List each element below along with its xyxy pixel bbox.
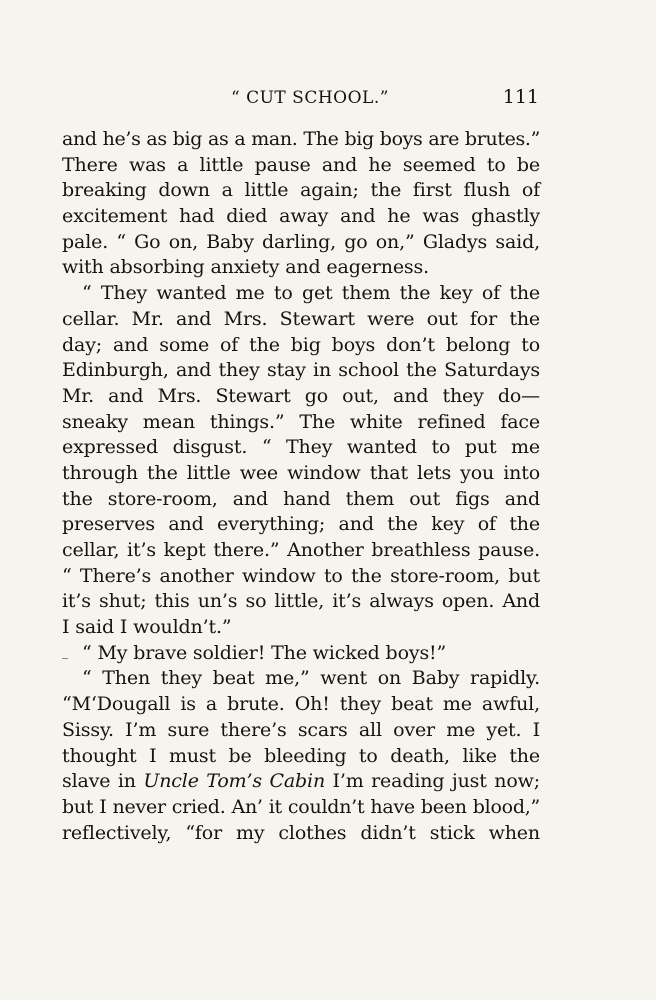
- text-line: [62, 769, 540, 795]
- text-line: with absorbing anxiety and eagerness.: [62, 256, 430, 279]
- text-line: through the little wee window that lets you into: [62, 461, 540, 484]
- text-line: “ Then they beat me,” went on Baby rapidly.: [82, 667, 540, 690]
- text-line: “M‘Dougall is a brute. Oh! they beat me awful,: [62, 693, 540, 716]
- body-text: [62, 127, 540, 846]
- book-title: Uncle Tom’s Cabin: [143, 770, 326, 793]
- text-line: Mr. and Mrs. Stewart go out, and they do—: [62, 384, 540, 407]
- text-line: I said I wouldn’t.”: [62, 616, 232, 639]
- text-line: cellar, it’s kept there.” Another breathless pause.: [62, 539, 540, 561]
- text-line: day; and some of the big boys don’t belong to: [62, 333, 540, 356]
- text-line: reflectively, “for my clothes didn’t stick when: [62, 821, 540, 844]
- running-title: “ CUT SCHOOL.”: [231, 88, 389, 108]
- text-line: breaking down a little again; the first flush of: [62, 179, 540, 202]
- text-line: but I never cried. An’ it couldn’t have been blood,”: [62, 795, 540, 818]
- text-line: excitement had died away and he was ghastly: [62, 205, 540, 228]
- text-line: it’s shut; this un’s so little, it’s always open. And: [62, 590, 540, 613]
- text-line: “ They wanted me to get them the key of the: [82, 282, 540, 305]
- text-line: pale. “ Go on, Baby darling, go on,” Gladys said,: [62, 230, 540, 253]
- text-line: preserves and everything; and the key of the: [62, 513, 540, 536]
- page-number: 111: [502, 86, 539, 108]
- text-line: cellar. Mr. and Mrs. Stewart were out for the: [62, 307, 540, 330]
- text-line: sneaky mean things.” The white refined face: [62, 410, 540, 433]
- text-line: There was a little pause and he seemed to be: [62, 153, 540, 176]
- text-line: Edinburgh, and they stay in school the Saturdays: [62, 359, 540, 382]
- text-fragment: I’m reading just now;: [325, 770, 540, 793]
- text-line: “ There’s another window to the store-room, but: [62, 564, 540, 587]
- page-header: [63, 86, 541, 112]
- text-fragment: slave in: [62, 770, 144, 793]
- text-line: “ My brave soldier! The wicked boys!”: [82, 641, 447, 664]
- text-line: thought I must be bleeding to death, like the: [62, 744, 540, 767]
- text-line: Sissy. I’m sure there’s scars all over me yet. I: [62, 718, 540, 741]
- text-line: expressed disgust. “ They wanted to put me: [62, 436, 540, 459]
- text-line: and he’s as big as a man. The big boys are brutes.”: [62, 128, 540, 150]
- text-line: the store-room, and hand them out figs and: [62, 487, 540, 510]
